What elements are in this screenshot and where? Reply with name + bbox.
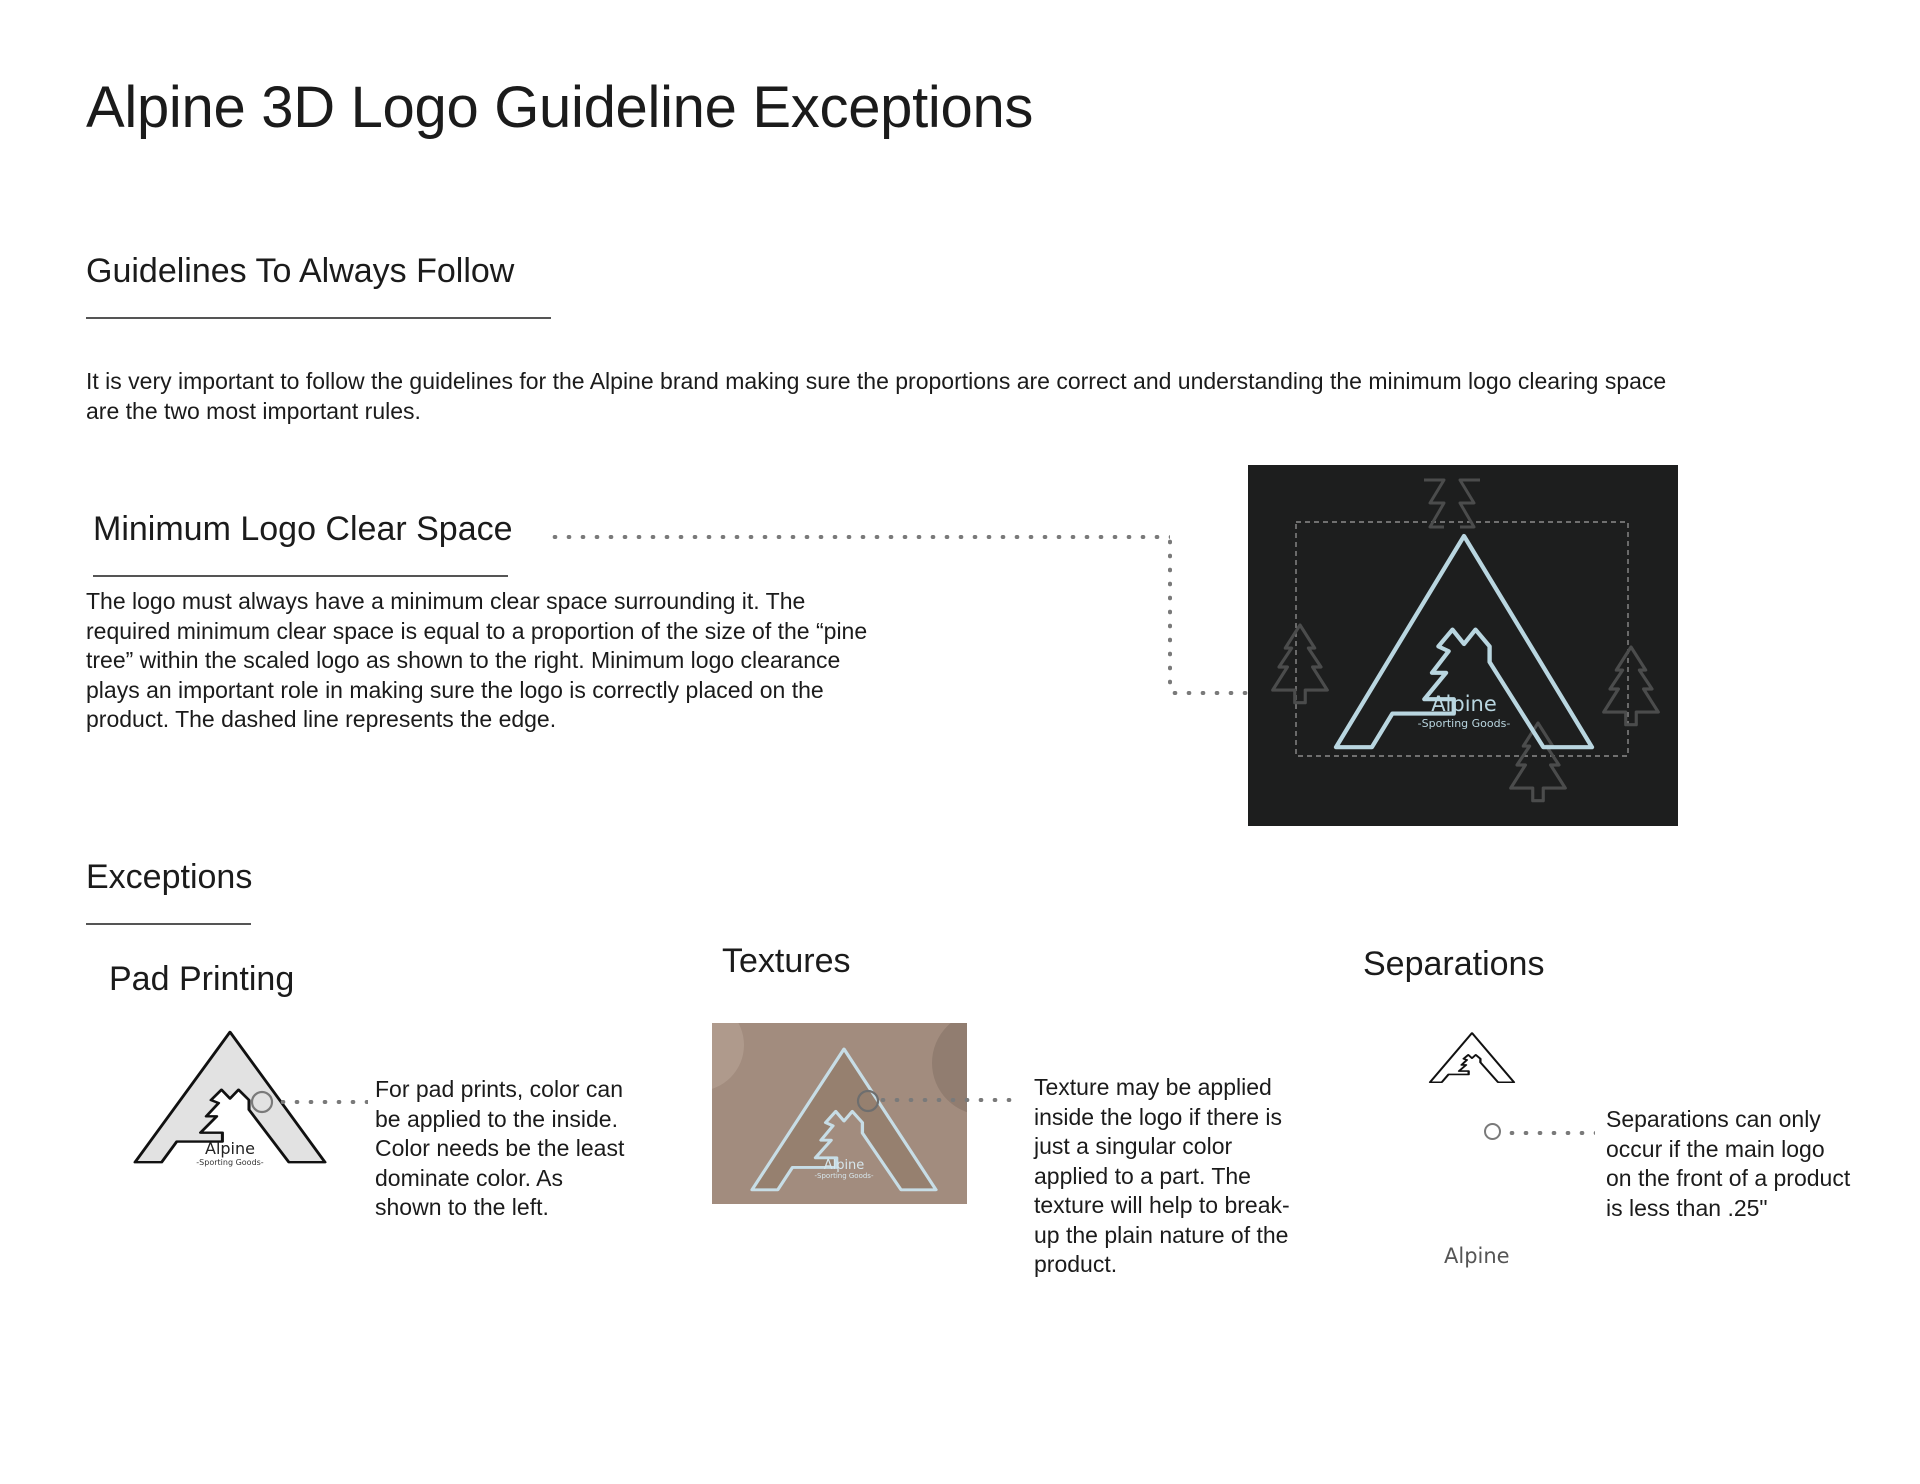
alpine-logo-icon xyxy=(1430,1033,1514,1082)
clear-space-divider xyxy=(93,575,508,577)
clear-space-leader-horizontal xyxy=(548,535,1170,539)
separations-wordmark: Alpine xyxy=(1444,1244,1510,1268)
guidelines-intro: It is very important to follow the guidelines for the Alpine brand making sure the proportions are correct and understanding the minimum logo clearing space are the two most important rules. xyxy=(86,368,1667,424)
pine-tree-icon xyxy=(1604,647,1659,725)
clear-space-body: The logo must always have a minimum clear space surrounding it. The required minimum clear space is equal to a proportion of the size of the “pine tree” within the scaled logo as shown to the right. Minimum logo clearance plays an important role in making sure the logo is correctly placed on the product. The dashed line represents the edge. xyxy=(86,588,868,732)
textures-panel xyxy=(712,1023,967,1204)
separations-leader xyxy=(1505,1131,1595,1135)
pad-printing-heading: Pad Printing xyxy=(109,960,295,998)
pine-tree-icon xyxy=(1424,480,1444,527)
textures-illustration xyxy=(712,1023,967,1204)
logo-tagline: -Sporting Goods- xyxy=(814,1172,874,1180)
logo-wordmark: Alpine xyxy=(1431,692,1497,716)
separations-logo-mark xyxy=(1425,1025,1520,1090)
textures-body: Texture may be applied inside the logo if there is just a singular color applied to a part. The texture will help to break-up the plain nature of the product. xyxy=(1034,1074,1290,1277)
logo-wordmark: Alpine xyxy=(205,1139,255,1158)
clear-space-illustration xyxy=(1248,465,1678,826)
clear-space-leader-vertical xyxy=(1168,535,1172,693)
pine-tree-icon xyxy=(1273,625,1328,703)
logo-wordmark: Alpine xyxy=(823,1158,865,1173)
callout-marker xyxy=(1484,1123,1501,1140)
page-title: Alpine 3D Logo Guideline Exceptions xyxy=(86,75,1034,140)
exceptions-divider xyxy=(86,923,251,925)
guidelines-divider xyxy=(86,317,551,319)
pad-printing-leader xyxy=(276,1100,368,1104)
pine-tree-icon xyxy=(1460,480,1480,527)
clear-space-heading: Minimum Logo Clear Space xyxy=(93,510,513,548)
separations-body: Separations can only occur if the main logo on the front of a product is less than .25" xyxy=(1606,1106,1851,1221)
logo-tagline: -Sporting Goods- xyxy=(196,1158,264,1167)
guidelines-heading: Guidelines To Always Follow xyxy=(86,252,515,290)
textures-leader xyxy=(876,1098,1018,1102)
separations-heading: Separations xyxy=(1363,945,1545,983)
clear-space-diagram xyxy=(1248,465,1678,826)
pad-printing-body: For pad prints, color can be applied to the inside. Color needs be the least dominate color. As shown to the left. xyxy=(375,1076,625,1220)
logo-tagline: -Sporting Goods- xyxy=(1417,717,1511,730)
exceptions-heading: Exceptions xyxy=(86,858,253,896)
textures-heading: Textures xyxy=(722,942,851,980)
clear-space-leader-connector xyxy=(1168,691,1248,695)
pine-tree-icon xyxy=(1511,723,1566,801)
